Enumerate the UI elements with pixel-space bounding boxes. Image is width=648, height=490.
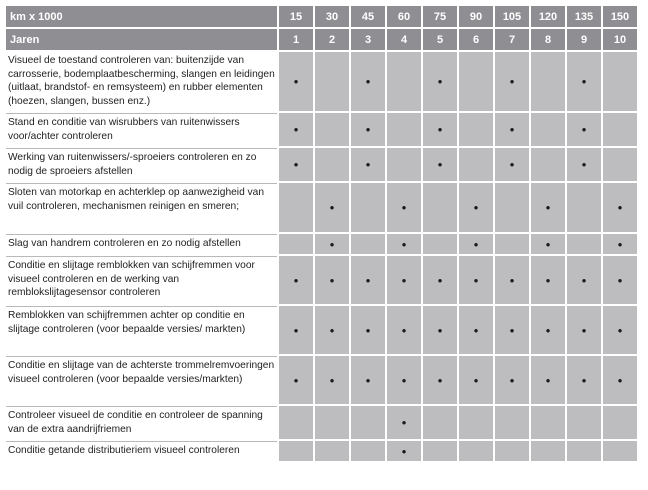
header-years-row bbox=[6, 29, 637, 50]
scheduled-bullet: • bbox=[279, 113, 313, 146]
empty-interval-cell bbox=[279, 234, 313, 254]
year-interval-cell: 7 bbox=[495, 29, 529, 50]
scheduled-bullet: • bbox=[279, 256, 313, 304]
empty-interval-cell bbox=[495, 441, 529, 461]
task-description: Conditie en slijtage van de achterste trommelremvoeringen visueel controleren (voor bepaalde versies/markten) bbox=[6, 356, 277, 404]
scheduled-bullet: • bbox=[603, 234, 637, 254]
empty-interval-cell bbox=[567, 406, 601, 439]
empty-interval-cell bbox=[531, 148, 565, 181]
scheduled-bullet: • bbox=[351, 356, 385, 404]
scheduled-bullet: • bbox=[387, 306, 421, 354]
scheduled-bullet: • bbox=[459, 183, 493, 232]
km-interval-cell: 60 bbox=[387, 6, 421, 27]
scheduled-bullet: • bbox=[387, 234, 421, 254]
empty-interval-cell bbox=[495, 406, 529, 439]
km-interval-cell: 30 bbox=[315, 6, 349, 27]
empty-interval-cell bbox=[387, 148, 421, 181]
km-interval-cell: 120 bbox=[531, 6, 565, 27]
empty-interval-cell bbox=[459, 148, 493, 181]
scheduled-bullet: • bbox=[423, 52, 457, 111]
table-row bbox=[6, 234, 637, 254]
year-interval-cell: 1 bbox=[279, 29, 313, 50]
empty-interval-cell bbox=[351, 441, 385, 461]
empty-interval-cell bbox=[459, 406, 493, 439]
empty-interval-cell bbox=[531, 113, 565, 146]
scheduled-bullet: • bbox=[423, 306, 457, 354]
km-interval-cell: 45 bbox=[351, 6, 385, 27]
empty-interval-cell bbox=[351, 406, 385, 439]
empty-interval-cell bbox=[351, 183, 385, 232]
empty-interval-cell bbox=[603, 113, 637, 146]
scheduled-bullet: • bbox=[351, 52, 385, 111]
empty-interval-cell bbox=[351, 234, 385, 254]
empty-interval-cell bbox=[495, 234, 529, 254]
scheduled-bullet: • bbox=[567, 52, 601, 111]
schedule-body bbox=[6, 52, 637, 461]
empty-interval-cell bbox=[603, 52, 637, 111]
table-row bbox=[6, 406, 637, 439]
scheduled-bullet: • bbox=[351, 306, 385, 354]
scheduled-bullet: • bbox=[351, 148, 385, 181]
year-interval-cell: 9 bbox=[567, 29, 601, 50]
scheduled-bullet: • bbox=[423, 113, 457, 146]
scheduled-bullet: • bbox=[495, 52, 529, 111]
km-interval-cell: 75 bbox=[423, 6, 457, 27]
km-interval-cell: 15 bbox=[279, 6, 313, 27]
scheduled-bullet: • bbox=[603, 356, 637, 404]
table-row bbox=[6, 356, 637, 404]
empty-interval-cell bbox=[459, 441, 493, 461]
task-description: Conditie en slijtage remblokken van schijfremmen voor visueel controleren en de werking van remblokslijtagesensor controleren bbox=[6, 256, 277, 304]
scheduled-bullet: • bbox=[495, 306, 529, 354]
scheduled-bullet: • bbox=[567, 306, 601, 354]
scheduled-bullet: • bbox=[315, 256, 349, 304]
header-km-row bbox=[6, 6, 637, 27]
scheduled-bullet: • bbox=[279, 52, 313, 111]
table-row bbox=[6, 183, 637, 232]
scheduled-bullet: • bbox=[387, 406, 421, 439]
km-interval-cell: 135 bbox=[567, 6, 601, 27]
table-row bbox=[6, 441, 637, 461]
scheduled-bullet: • bbox=[459, 356, 493, 404]
table-row bbox=[6, 256, 637, 304]
year-interval-cell: 3 bbox=[351, 29, 385, 50]
scheduled-bullet: • bbox=[603, 306, 637, 354]
empty-interval-cell bbox=[387, 52, 421, 111]
empty-interval-cell bbox=[315, 406, 349, 439]
empty-interval-cell bbox=[315, 52, 349, 111]
empty-interval-cell bbox=[603, 148, 637, 181]
scheduled-bullet: • bbox=[567, 256, 601, 304]
scheduled-bullet: • bbox=[495, 148, 529, 181]
empty-interval-cell bbox=[567, 441, 601, 461]
scheduled-bullet: • bbox=[387, 256, 421, 304]
scheduled-bullet: • bbox=[495, 256, 529, 304]
empty-interval-cell bbox=[315, 113, 349, 146]
scheduled-bullet: • bbox=[423, 148, 457, 181]
task-description: Sloten van motorkap en achterklep op aanwezigheid van vuil controleren, mechanismen reinigen en smeren; bbox=[6, 183, 277, 232]
task-description: Remblokken van schijfremmen achter op conditie en slijtage controleren (voor bepaalde versies/ markten) bbox=[6, 306, 277, 354]
scheduled-bullet: • bbox=[531, 234, 565, 254]
empty-interval-cell bbox=[567, 183, 601, 232]
empty-interval-cell bbox=[279, 441, 313, 461]
scheduled-bullet: • bbox=[279, 356, 313, 404]
year-interval-cell: 4 bbox=[387, 29, 421, 50]
empty-interval-cell bbox=[459, 52, 493, 111]
scheduled-bullet: • bbox=[531, 356, 565, 404]
empty-interval-cell bbox=[423, 183, 457, 232]
empty-interval-cell bbox=[603, 441, 637, 461]
scheduled-bullet: • bbox=[279, 306, 313, 354]
scheduled-bullet: • bbox=[279, 148, 313, 181]
scheduled-bullet: • bbox=[603, 256, 637, 304]
year-interval-cell: 2 bbox=[315, 29, 349, 50]
scheduled-bullet: • bbox=[315, 306, 349, 354]
task-description: Conditie getande distributieriem visueel controleren bbox=[6, 441, 277, 461]
scheduled-bullet: • bbox=[315, 356, 349, 404]
scheduled-bullet: • bbox=[351, 256, 385, 304]
scheduled-bullet: • bbox=[315, 234, 349, 254]
empty-interval-cell bbox=[495, 183, 529, 232]
task-description: Controleer visueel de conditie en controleer de spanning van de extra aandrijfriemen bbox=[6, 406, 277, 439]
scheduled-bullet: • bbox=[387, 356, 421, 404]
empty-interval-cell bbox=[459, 113, 493, 146]
empty-interval-cell bbox=[387, 113, 421, 146]
empty-interval-cell bbox=[603, 406, 637, 439]
scheduled-bullet: • bbox=[567, 148, 601, 181]
task-description: Visueel de toestand controleren van: buitenzijde van carrosserie, bodemplaatbescherming, slangen en leidingen (uitlaat, brandstof- en remsysteem) en rubber elementen (hoezen, slangen, bussen enz.) bbox=[6, 52, 277, 111]
km-interval-cell: 90 bbox=[459, 6, 493, 27]
empty-interval-cell bbox=[315, 441, 349, 461]
scheduled-bullet: • bbox=[387, 441, 421, 461]
scheduled-bullet: • bbox=[423, 356, 457, 404]
years-header-label: Jaren bbox=[6, 29, 277, 50]
scheduled-bullet: • bbox=[603, 183, 637, 232]
year-interval-cell: 8 bbox=[531, 29, 565, 50]
maintenance-schedule-table bbox=[4, 4, 639, 463]
km-header-label: km x 1000 bbox=[6, 6, 277, 27]
km-interval-cell: 105 bbox=[495, 6, 529, 27]
year-interval-cell: 6 bbox=[459, 29, 493, 50]
table-row bbox=[6, 148, 637, 181]
scheduled-bullet: • bbox=[423, 256, 457, 304]
table-row bbox=[6, 52, 637, 111]
scheduled-bullet: • bbox=[567, 113, 601, 146]
year-interval-cell: 5 bbox=[423, 29, 457, 50]
empty-interval-cell bbox=[531, 441, 565, 461]
table-row bbox=[6, 306, 637, 354]
table-row bbox=[6, 113, 637, 146]
empty-interval-cell bbox=[531, 52, 565, 111]
scheduled-bullet: • bbox=[315, 183, 349, 232]
empty-interval-cell bbox=[315, 148, 349, 181]
scheduled-bullet: • bbox=[459, 256, 493, 304]
empty-interval-cell bbox=[279, 183, 313, 232]
empty-interval-cell bbox=[423, 441, 457, 461]
scheduled-bullet: • bbox=[495, 356, 529, 404]
year-interval-cell: 10 bbox=[603, 29, 637, 50]
empty-interval-cell bbox=[567, 234, 601, 254]
km-interval-cell: 150 bbox=[603, 6, 637, 27]
scheduled-bullet: • bbox=[567, 356, 601, 404]
scheduled-bullet: • bbox=[387, 183, 421, 232]
empty-interval-cell bbox=[423, 234, 457, 254]
task-description: Werking van ruitenwissers/-sproeiers controleren en zo nodig de sproeiers afstellen bbox=[6, 148, 277, 181]
task-description: Slag van handrem controleren en zo nodig afstellen bbox=[6, 234, 277, 254]
scheduled-bullet: • bbox=[459, 234, 493, 254]
scheduled-bullet: • bbox=[531, 306, 565, 354]
scheduled-bullet: • bbox=[351, 113, 385, 146]
scheduled-bullet: • bbox=[531, 256, 565, 304]
empty-interval-cell bbox=[531, 406, 565, 439]
scheduled-bullet: • bbox=[459, 306, 493, 354]
empty-interval-cell bbox=[279, 406, 313, 439]
empty-interval-cell bbox=[423, 406, 457, 439]
task-description: Stand en conditie van wisrubbers van ruitenwissers voor/achter controleren bbox=[6, 113, 277, 146]
scheduled-bullet: • bbox=[531, 183, 565, 232]
scheduled-bullet: • bbox=[495, 113, 529, 146]
